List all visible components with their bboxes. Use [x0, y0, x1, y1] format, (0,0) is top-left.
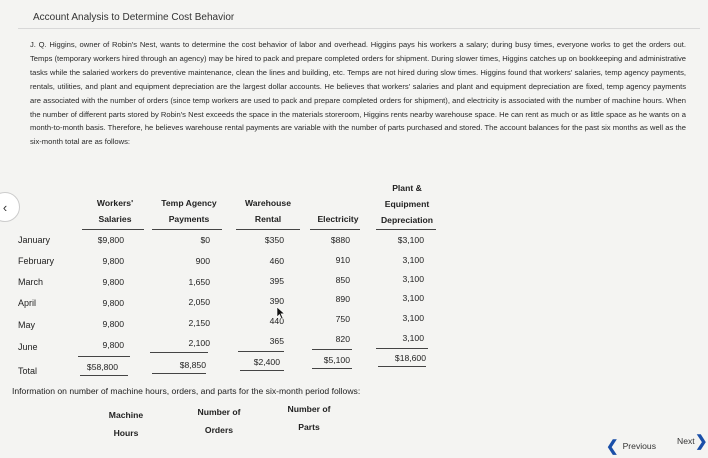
cell-may-rental: 440 [269, 316, 284, 326]
cell-may-temp: 2,150 [188, 318, 210, 328]
cell-april-rental: 390 [269, 296, 284, 306]
header-number-of-parts: Number of Parts [287, 404, 331, 432]
cell-total-salaries: $58,800 [86, 362, 118, 372]
total-double-rule-electricity [312, 368, 352, 369]
total-double-rule-rental [240, 370, 284, 371]
row-label-january: January [18, 235, 51, 245]
section-title: Account Analysis to Determine Cost Behavior [33, 12, 235, 23]
cell-february-rental: 460 [269, 256, 284, 266]
previous-button[interactable] [606, 437, 656, 455]
header-number-of-orders: Number of Orders [197, 407, 241, 435]
header-machine-hours: Machine Hours [108, 410, 144, 438]
header-electricity: Electricity [317, 214, 359, 224]
cell-total-electricity: $5,100 [323, 355, 350, 365]
cell-march-temp: 1,650 [188, 277, 210, 287]
total-double-rule-depreciation [378, 366, 426, 367]
cell-january-salaries: $9,800 [97, 235, 124, 245]
cell-june-salaries: 9,800 [102, 340, 124, 350]
cell-february-depreciation: 3,100 [402, 255, 424, 265]
total-rule-electricity [312, 349, 352, 350]
cell-june-depreciation: 3,100 [402, 333, 424, 343]
cell-june-rental: 365 [269, 336, 284, 346]
problem-text: J. Q. Higgins, owner of Robin's Nest, wants to determine the cost behavior of labor and overhead. Higgins pays his workers a salary; during busy times, everyone works to get the orders out. Temps (temporary workers hired through an agency) may be hired to pack and prepare completed orders for shipment. During slower times, Higgins catches up on bookkeeping and administrative tasks while the salaried workers do preventive maintenance, clean the lines and building, etc. Temps are not hired during slow times. Higgins found that workers' salaries, temp agency payments, rentals, utilities, and plant and equipment depreciation are the largest dollar accounts. He believes that workers' salaries and plant and equipment depreciation are fixed, temp agency payments are associated with the number of orders (since temp workers are used to pack and prepare completed orders for shipment), and electricity is associated with the number of machine hours. When the number of different parts stored by Robin's Nest exceeds the space in the materials storeroom, Higgins rents nearby warehouse space. He can rent as much or as little space as he wants on a month-to-month basis. Therefore, he believes warehouse rental payments are variable with the number of parts purchased and stored. The account balances for the past six months as well as the six-month total are as follows: [30, 40, 686, 147]
row-label-march: March [18, 277, 44, 287]
cell-may-depreciation: 3,100 [402, 313, 424, 323]
row-label-april: April [18, 298, 37, 308]
cell-january-rental: $350 [264, 235, 284, 245]
previous-label: Previous [622, 441, 657, 451]
total-double-rule-salaries [80, 375, 128, 376]
chevron-right-icon: ❯ [695, 433, 708, 450]
header-rule-rental [236, 229, 300, 230]
next-button[interactable] [677, 433, 708, 450]
cell-january-electricity: $880 [330, 235, 350, 245]
cell-total-temp: $8,850 [179, 360, 206, 370]
cell-march-electricity: 850 [335, 275, 350, 285]
cell-june-temp: 2,100 [188, 338, 210, 348]
cell-february-temp: 900 [195, 256, 210, 266]
cell-april-salaries: 9,800 [102, 298, 124, 308]
cell-february-electricity: 910 [335, 255, 350, 265]
chevron-left-icon: ❮ [606, 438, 619, 455]
total-double-rule-temp [152, 373, 206, 374]
header-rule-temp [152, 229, 222, 230]
header-temp-agency-payments: Temp Agency Payments [161, 198, 217, 224]
row-label-may: May [18, 320, 36, 330]
next-label: Next [677, 436, 695, 446]
cell-march-depreciation: 3,100 [402, 274, 424, 284]
total-rule-depreciation [376, 348, 428, 349]
mouse-cursor-icon [276, 306, 286, 320]
total-rule-rental [238, 351, 284, 352]
total-rule-salaries [78, 356, 130, 357]
cell-february-salaries: 9,800 [102, 256, 124, 266]
cell-april-electricity: 890 [335, 294, 350, 304]
header-workers-salaries: Workers' Salaries [96, 198, 134, 224]
cell-january-depreciation: $3,100 [397, 235, 424, 245]
row-label-total: Total [18, 366, 38, 376]
chevron-left-icon: ‹ [2, 199, 8, 215]
header-plant-equipment-depreciation: Plant & Equipment Depreciation [380, 183, 434, 225]
cell-march-rental: 395 [269, 276, 284, 286]
header-rule-electricity [310, 229, 360, 230]
header-rule-salaries [82, 229, 144, 230]
cell-june-electricity: 820 [335, 334, 350, 344]
cell-march-salaries: 9,800 [102, 277, 124, 287]
cell-january-temp: $0 [200, 235, 210, 245]
header-warehouse-rental: Warehouse Rental [244, 198, 291, 224]
cell-total-rental: $2,400 [253, 357, 280, 367]
header-rule-depreciation [376, 229, 436, 230]
total-rule-temp [150, 352, 208, 353]
title-divider [18, 28, 700, 29]
previous-arrow-button[interactable] [0, 192, 20, 222]
cell-april-depreciation: 3,100 [402, 293, 424, 303]
row-label-june: June [18, 342, 38, 352]
info-text: Information on number of machine hours, orders, and parts for the six-month period follows: [12, 386, 361, 396]
row-label-february: February [18, 256, 55, 266]
cell-may-salaries: 9,800 [102, 319, 124, 329]
cell-may-electricity: 750 [335, 314, 350, 324]
cell-total-depreciation: $18,600 [394, 353, 426, 363]
cell-april-temp: 2,050 [188, 297, 210, 307]
